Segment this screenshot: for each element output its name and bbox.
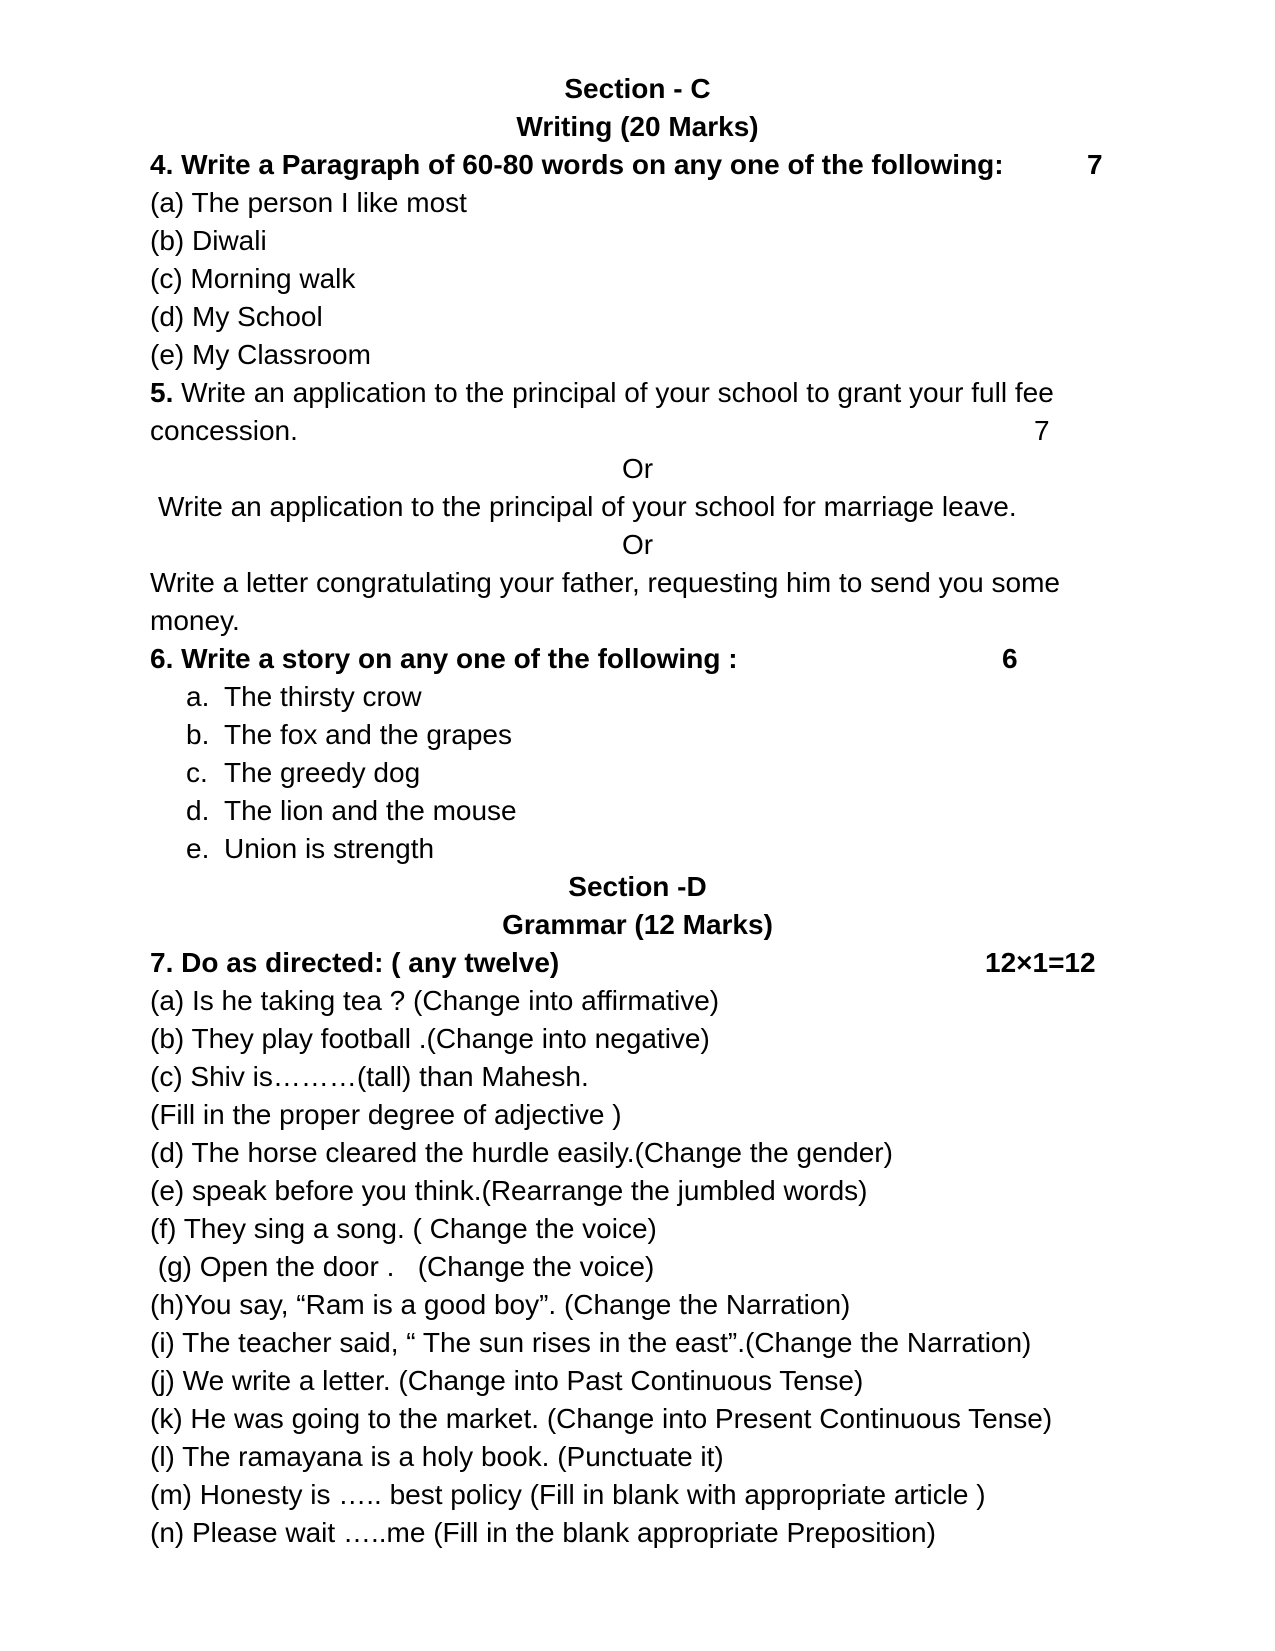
q6-item bbox=[186, 680, 422, 714]
q4-option: (d) My School bbox=[150, 301, 323, 332]
q5-alternative-1: Write an application to the principal of your school for marriage leave. bbox=[158, 491, 1017, 522]
q6-item-text: The fox and the grapes bbox=[224, 719, 512, 750]
q6-item-label: d. bbox=[186, 795, 210, 826]
q6-item-text: The greedy dog bbox=[224, 757, 421, 788]
q5-or-2: Or bbox=[621, 529, 654, 560]
q6-item bbox=[186, 756, 420, 790]
q4-marks: 7 bbox=[1087, 149, 1103, 180]
q6-item bbox=[186, 794, 517, 828]
q7-line: (f) They sing a song. ( Change the voice) bbox=[150, 1213, 657, 1244]
q6-marks: 6 bbox=[1002, 643, 1018, 674]
q6-item bbox=[186, 718, 512, 752]
q4-option: (b) Diwali bbox=[150, 225, 267, 256]
q7-line: (l) The ramayana is a holy book. (Punctuate it) bbox=[150, 1441, 724, 1472]
section-c-title: Section - C bbox=[564, 73, 711, 104]
q6-item-label: b. bbox=[186, 719, 210, 750]
q7-heading: 7. Do as directed: ( any twelve) bbox=[150, 947, 560, 978]
q7-line: (b) They play football .(Change into negative) bbox=[150, 1023, 710, 1054]
q7-line: (h)You say, “Ram is a good boy”. (Change the Narration) bbox=[150, 1289, 851, 1320]
q7-line: (n) Please wait …..me (Fill in the blank appropriate Preposition) bbox=[150, 1517, 936, 1548]
q4-option: (e) My Classroom bbox=[150, 339, 371, 370]
q6-item-label: a. bbox=[186, 681, 210, 712]
q5-text: Write an application to the principal of your school to grant your full fee bbox=[173, 377, 1054, 408]
q7-line: (j) We write a letter. (Change into Past Continuous Tense) bbox=[150, 1365, 864, 1396]
q7-line: (m) Honesty is ….. best policy (Fill in blank with appropriate article ) bbox=[150, 1479, 986, 1510]
q7-line: (Fill in the proper degree of adjective ) bbox=[150, 1099, 622, 1130]
q7-line: (e) speak before you think.(Rearrange the jumbled words) bbox=[150, 1175, 868, 1206]
q5-line2: concession. bbox=[150, 415, 298, 446]
q6-item-text: Union is strength bbox=[224, 833, 435, 864]
q5-line1 bbox=[150, 376, 1054, 410]
q5-marks: 7 bbox=[1034, 415, 1050, 446]
q6-item-text: The lion and the mouse bbox=[224, 795, 517, 826]
q4-option: (a) The person I like most bbox=[150, 187, 467, 218]
q5-or-1: Or bbox=[621, 453, 654, 484]
q7-line: (g) Open the door . (Change the voice) bbox=[150, 1251, 655, 1282]
q6-heading: 6. Write a story on any one of the following : bbox=[150, 643, 738, 674]
q7-line: (k) He was going to the market. (Change into Present Continuous Tense) bbox=[150, 1403, 1053, 1434]
q7-line: (i) The teacher said, “ The sun rises in the east”.(Change the Narration) bbox=[150, 1327, 1032, 1358]
q6-item bbox=[186, 832, 434, 866]
q5-number: 5. bbox=[150, 377, 174, 408]
q4-option: (c) Morning walk bbox=[150, 263, 356, 294]
q6-item-label: e. bbox=[186, 833, 210, 864]
q7-line: (c) Shiv is………(tall) than Mahesh. bbox=[150, 1061, 589, 1092]
q5-alternative-2-line1: Write a letter congratulating your father, requesting him to send you some bbox=[150, 567, 1060, 598]
q4-heading: 4. Write a Paragraph of 60-80 words on any one of the following: bbox=[150, 149, 1004, 180]
q5-alternative-2-line2: money. bbox=[150, 605, 240, 636]
q7-line: (a) Is he taking tea ? (Change into affirmative) bbox=[150, 985, 720, 1016]
q7-marks: 12×1=12 bbox=[985, 947, 1096, 978]
q6-item-label: c. bbox=[186, 757, 208, 788]
q7-line: (d) The horse cleared the hurdle easily.(Change the gender) bbox=[150, 1137, 893, 1168]
section-d-subtitle: Grammar (12 Marks) bbox=[502, 909, 773, 940]
section-d-title: Section -D bbox=[568, 871, 707, 902]
section-c-subtitle: Writing (20 Marks) bbox=[516, 111, 759, 142]
q6-item-text: The thirsty crow bbox=[224, 681, 422, 712]
